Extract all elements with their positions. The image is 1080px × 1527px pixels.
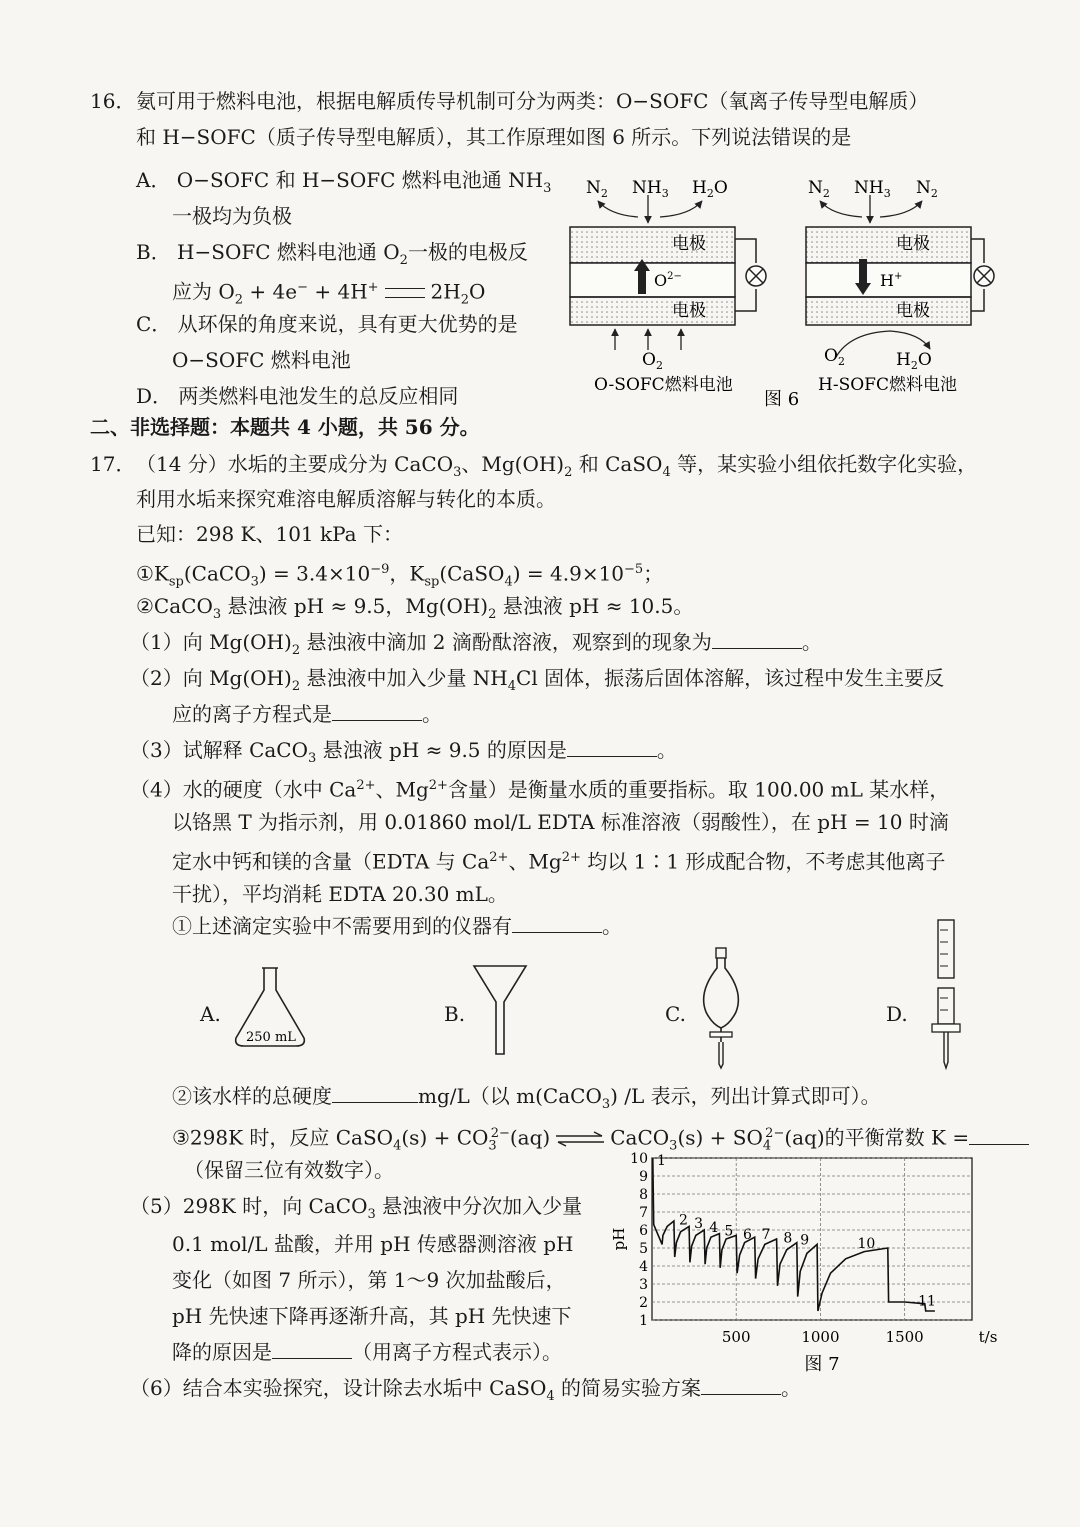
fig6-left-top-electrode xyxy=(570,227,735,263)
fig6-right-o2: $O_2$ xyxy=(824,346,845,368)
fig6-caption: 图 6 xyxy=(764,389,800,410)
q16-option-a-line2: 一极均为负极 xyxy=(172,204,292,228)
q17-part5-line3: 变化（如图 7 所示），第 1～9 次加盐酸后， xyxy=(172,1268,566,1292)
fig6-left-bottom-electrode-label: 电极 xyxy=(672,301,706,321)
q17-part4-line2: 以铬黑 T 为指示剂，用 0.01860 mol/L EDTA 标准溶液（弱酸性），在 pH = 10 时滴 xyxy=(172,810,949,834)
point-annotation: 2 xyxy=(678,1212,688,1229)
q16-option-b-line1: B． H−SOFC 燃料电池通 $O_2$一极的电极反 xyxy=(136,240,528,268)
fig6-left-nh3: $NH_3$ xyxy=(632,178,669,200)
answer-blank[interactable] xyxy=(969,1126,1029,1145)
q17-part5-line5: 降的原因是 （用离子方程式表示）。 xyxy=(172,1340,562,1364)
instrument-option-a: A. xyxy=(200,1002,221,1026)
fig6-right-nh3: $NH_3$ xyxy=(854,178,891,200)
y-tick-label: 8 xyxy=(639,1187,648,1203)
instrument-option-b: B. xyxy=(444,1002,466,1026)
point-annotation: 8 xyxy=(783,1230,793,1247)
fig6-left-name: O-SOFC燃料电池 xyxy=(594,375,733,395)
q17-number: 17． xyxy=(90,452,136,476)
fig6-right-bottom-electrode xyxy=(806,297,971,325)
conical-flask-icon xyxy=(230,964,310,1050)
q16-stem-line2: 和 H−SOFC（质子传导型电解质），其工作原理如图 6 所示。下列说法错误的是 xyxy=(136,125,852,149)
fig6-right-top-electrode-label: 电极 xyxy=(896,234,930,254)
q17-line2: 利用水垢来探究难溶电解质溶解与转化的本质。 xyxy=(136,487,556,511)
figure-6 xyxy=(560,165,1000,415)
section-2-heading: 二、非选择题：本题共 4 小题，共 56 分。 xyxy=(90,415,480,439)
burette-icon xyxy=(926,916,966,1074)
fig6-left-h2o: $H_2O$ xyxy=(692,178,728,200)
x-tick-label: 1500 xyxy=(885,1328,924,1346)
fig6-left-n2: $N_2$ xyxy=(586,178,608,200)
figure-7-ph-chart xyxy=(610,1150,998,1378)
q17-part4-sub2: ②该水样的总硬度 mg/L（以 m(CaCO$_3$) /L 表示，列出计算式即可）。 xyxy=(172,1084,881,1112)
y-axis-label: pH xyxy=(610,1227,628,1251)
q17-part1: （1）向 $Mg(OH)_2$ 悬浊液中滴加 2 滴酚酞溶液，观察到的现象为 。 xyxy=(130,630,822,658)
y-tick-label: 7 xyxy=(639,1205,648,1221)
fig6-left-electrolyte xyxy=(570,263,735,297)
fig6-right-name: H-SOFC燃料电池 xyxy=(818,375,957,395)
instrument-option-c: C. xyxy=(665,1002,686,1026)
svg-text:250 mL: 250 mL xyxy=(246,1030,296,1045)
fig7-caption: 图 7 xyxy=(804,1354,840,1375)
q17-line1: （14 分）水垢的主要成分为 CaCO$_3$、$Mg(OH)_2$ 和 CaSO$_4$ 等，某实验小组依托数字化实验， xyxy=(136,452,978,480)
fig6-right-n2a: $N_2$ xyxy=(808,178,830,200)
answer-blank[interactable] xyxy=(272,1340,352,1359)
q17-part3: （3）试解释 CaCO$_3$ 悬浊液 pH ≈ 9.5 的原因是 。 xyxy=(130,738,677,766)
q16-stem-line1: 氨可用于燃料电池，根据电解质传导机制可分为两类：O−SOFC（氧离子传导型电解质） xyxy=(136,89,929,113)
fig6-left-ion: $O^{2-}$ xyxy=(654,271,682,290)
fig6-left-top-electrode-label: 电极 xyxy=(672,234,706,254)
y-tick-label: 10 xyxy=(630,1151,648,1167)
q17-part2-line1: （2）向 $Mg(OH)_2$ 悬浊液中加入少量 $NH_4Cl$ 固体，振荡后固体溶解，该过程中发生主要反 xyxy=(130,666,945,694)
point-annotation: 6 xyxy=(742,1227,752,1243)
q17-part4-line1: （4）水的硬度（水中 $Ca^{2+}$、$Mg^{2+}$含量）是衡量水质的重要指标。取 100.00 mL 某水样， xyxy=(130,777,950,802)
point-annotation: 3 xyxy=(694,1216,704,1233)
q17-part4-sub1: ①上述滴定实验中不需要用到的仪器有 。 xyxy=(172,914,622,938)
q16-option-d: D． 两类燃料电池发生的总反应相同 xyxy=(136,384,459,408)
point-annotation: 11 xyxy=(918,1293,936,1310)
fig6-right-n2b: $N_2$ xyxy=(916,178,938,200)
answer-blank[interactable] xyxy=(701,1376,781,1395)
x-tick-label: 1000 xyxy=(801,1328,840,1346)
bulb-icon xyxy=(746,266,766,286)
y-tick-label: 5 xyxy=(639,1241,648,1257)
fig6-left-bottom-electrode xyxy=(570,297,735,325)
equals-double-icon xyxy=(385,288,425,298)
point-annotation: 5 xyxy=(724,1223,734,1240)
q16-option-c-line2: O−SOFC 燃料电池 xyxy=(172,348,351,372)
q17-part6: （6）结合本实验探究，设计除去水垢中 CaSO$_4$ 的简易实验方案 。 xyxy=(130,1376,802,1404)
point-annotation: 9 xyxy=(800,1232,810,1249)
y-tick-label: 2 xyxy=(639,1295,648,1311)
fig6-right-top-electrode xyxy=(806,227,971,263)
x-axis-label: t/s xyxy=(978,1328,998,1346)
q17-known: 已知：298 K、101 kPa 下： xyxy=(136,522,403,546)
q17-part2-line2: 应的离子方程式是 。 xyxy=(172,702,442,726)
separatory-funnel-icon xyxy=(696,946,746,1070)
funnel-icon xyxy=(470,962,530,1058)
fig6-right-bottom-electrode-label: 电极 xyxy=(896,301,930,321)
equilibrium-arrow-icon xyxy=(554,1132,606,1146)
fig6-right-h2o: $H_2O$ xyxy=(896,350,932,372)
answer-blank[interactable] xyxy=(712,630,802,649)
q17-ph-line: ②CaCO$_3$ 悬浊液 pH ≈ 9.5，$Mg(OH)_2$ 悬浊液 pH ≈ 10.5。 xyxy=(136,594,694,622)
point-annotation: 4 xyxy=(709,1219,719,1236)
q17-part4-line3: 定水中钙和镁的含量（EDTA 与 $Ca^{2+}$、$Mg^{2+}$ 均以 1∶1 形成配合物，不考虑其他离子 xyxy=(172,849,946,874)
point-annotation: 7 xyxy=(761,1227,771,1243)
y-tick-label: 3 xyxy=(639,1277,648,1293)
q16-option-c-line1: C． 从环保的角度来说，具有更大优势的是 xyxy=(136,312,518,336)
bulb-icon xyxy=(974,266,994,286)
q17-part4-line4: 干扰），平均消耗 EDTA 20.30 mL。 xyxy=(172,882,508,906)
answer-blank[interactable] xyxy=(332,702,422,721)
q17-part4-sub3-line1: ③298K 时，反应 CaSO$_4$(s) + $CO_3^{2-}(aq)$ CaCO$_3$(s) + $SO_4^{2-}(aq)$的平衡常数 K = xyxy=(172,1120,1029,1161)
q17-part5-line1: （5）298K 时，向 CaCO$_3$ 悬浊液中分次加入少量 xyxy=(130,1194,583,1222)
answer-blank[interactable] xyxy=(567,738,657,757)
y-tick-label: 1 xyxy=(639,1313,648,1329)
y-tick-label: 9 xyxy=(639,1169,648,1185)
fig6-left-o2: $O_2$ xyxy=(642,350,663,372)
q16-option-b-line2: 应为 $O_2 + 4e^- + 4H^+$ $2H_2O$ xyxy=(172,279,486,308)
q17-part5-line4: pH 先快速下降再逐渐升高，其 pH 先快速下 xyxy=(172,1304,572,1328)
q17-part5-line2: 0.1 mol/L 盐酸，并用 pH 传感器测溶液 pH xyxy=(172,1232,574,1256)
q16-option-a-line1: A． O−SOFC 和 H−SOFC 燃料电池通 $NH_3$ xyxy=(136,168,552,196)
fig6-right-ion: H+ xyxy=(880,271,903,290)
q17-ksp-line: $①K_{sp}(CaCO_3) = 3.4\times 10^{-9}$，$K_{sp}(CaSO_4) = 4.9\times 10^{-5}$； xyxy=(136,561,664,590)
instrument-option-d: D. xyxy=(886,1002,908,1026)
q16-number: 16． xyxy=(90,89,136,113)
y-tick-label: 6 xyxy=(639,1223,648,1239)
point-annotation: 10 xyxy=(857,1236,876,1252)
x-tick-label: 500 xyxy=(721,1328,751,1346)
q17-part4-sub3-line2: （保留三位有效数字）。 xyxy=(184,1158,394,1182)
answer-blank[interactable] xyxy=(332,1084,418,1103)
answer-blank[interactable] xyxy=(512,914,602,933)
point-annotation: 1 xyxy=(657,1153,666,1170)
ph-series-line xyxy=(653,1158,935,1311)
y-tick-label: 4 xyxy=(639,1259,648,1275)
